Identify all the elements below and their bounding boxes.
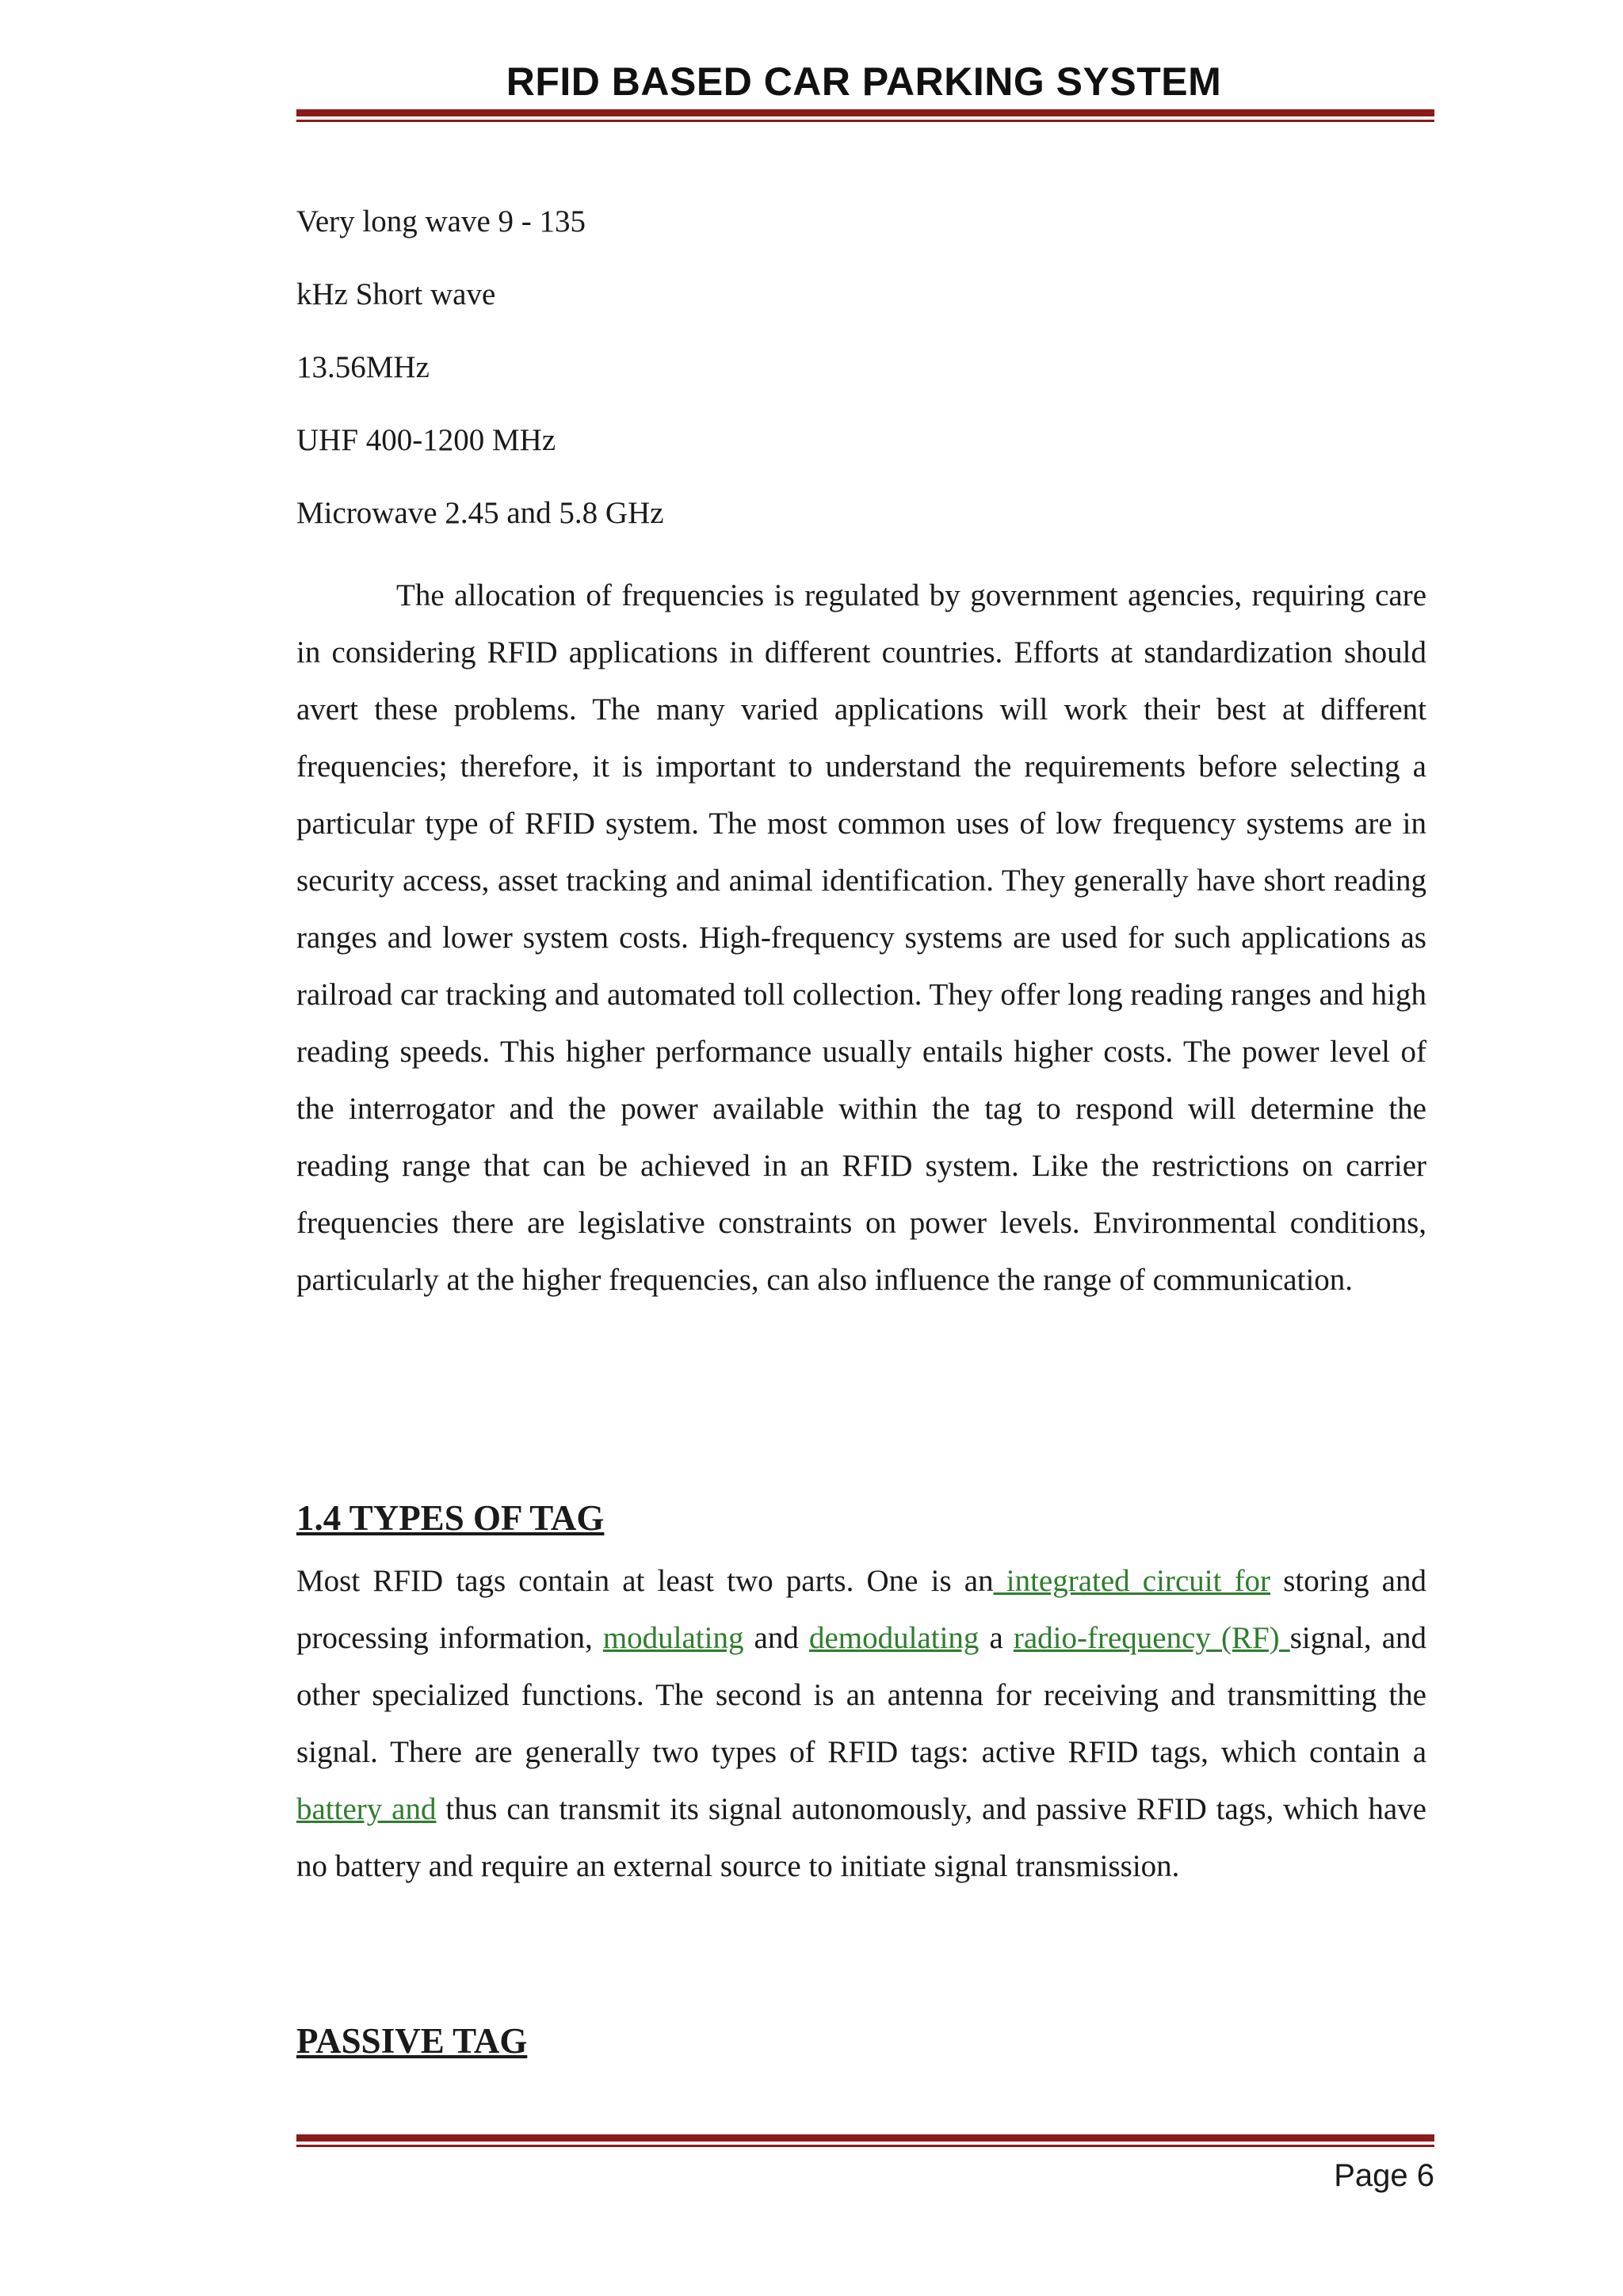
link-integrated-circuit[interactable]: integrated circuit for <box>993 1564 1271 1598</box>
text-run: Most RFID tags contain at least two parts. One is an <box>296 1564 994 1598</box>
footer-rule-thick <box>296 2134 1434 2142</box>
frequency-item: Very long wave 9 - 135 <box>296 204 586 238</box>
paragraph-types-of-tag <box>296 1553 1426 1895</box>
document-title: RFID BASED CAR PARKING SYSTEM <box>506 59 1222 104</box>
link-modulating[interactable]: modulating <box>602 1621 744 1655</box>
text-run: a <box>979 1621 1014 1655</box>
link-demodulating[interactable]: demodulating <box>808 1621 980 1655</box>
section-heading-types-of-tag: 1.4 TYPES OF TAG <box>296 1498 605 1538</box>
page-number: Page 6 <box>1334 2158 1434 2193</box>
text-run: and <box>743 1621 809 1655</box>
header-rule-thin <box>296 120 1434 122</box>
paragraph-frequency-allocation: The allocation of frequencies is regulated by government agencies, requiring care in considering RFID applications in different countries. Efforts at standardization should avert these problems. The many varied applications will work their best at different frequencies; therefore, it is important to understand the requirements before selecting a particular type of RFID system. The most common uses of low frequency systems are in security access, asset tracking and animal identification. They generally have short reading ranges and lower system costs. High-frequency systems are used for such applications as railroad car tracking and automated toll collection. They offer long reading ranges and high reading speeds. This higher performance usually entails higher costs. The power level of the interrogator and the power available within the tag to respond will determine the reading range that can be achieved in an RFID system. Like the restrictions on carrier frequencies there are legislative constraints on power levels. Environmental conditions, particularly at the higher frequencies, can also influence the range of communication. <box>296 578 1426 1297</box>
footer-rule-thin <box>296 2145 1434 2147</box>
frequency-item: 13.56MHz <box>296 350 430 384</box>
frequency-item: UHF 400-1200 MHz <box>296 423 556 457</box>
link-battery[interactable]: battery and <box>296 1792 437 1826</box>
frequency-item: Microwave 2.45 and 5.8 GHz <box>296 496 664 530</box>
header-rule-thick <box>296 109 1434 116</box>
text-run: signal, and other specialized functions. The second is an antenna for receiving and transmitting the signal. There are generally two types of RFID tags: active RFID tags, which contain a <box>296 1621 1427 1769</box>
text-run: thus can transmit its signal autonomously, and passive RFID tags, which have no battery and require an external source to initiate signal transmission. <box>296 1792 1426 1883</box>
frequency-item: kHz Short wave <box>296 277 496 311</box>
link-radio-frequency[interactable]: radio-frequency (RF) <box>1013 1621 1290 1655</box>
text-run: storing and processing information, <box>296 1564 1426 1655</box>
section-heading-passive-tag: PASSIVE TAG <box>296 2021 528 2061</box>
